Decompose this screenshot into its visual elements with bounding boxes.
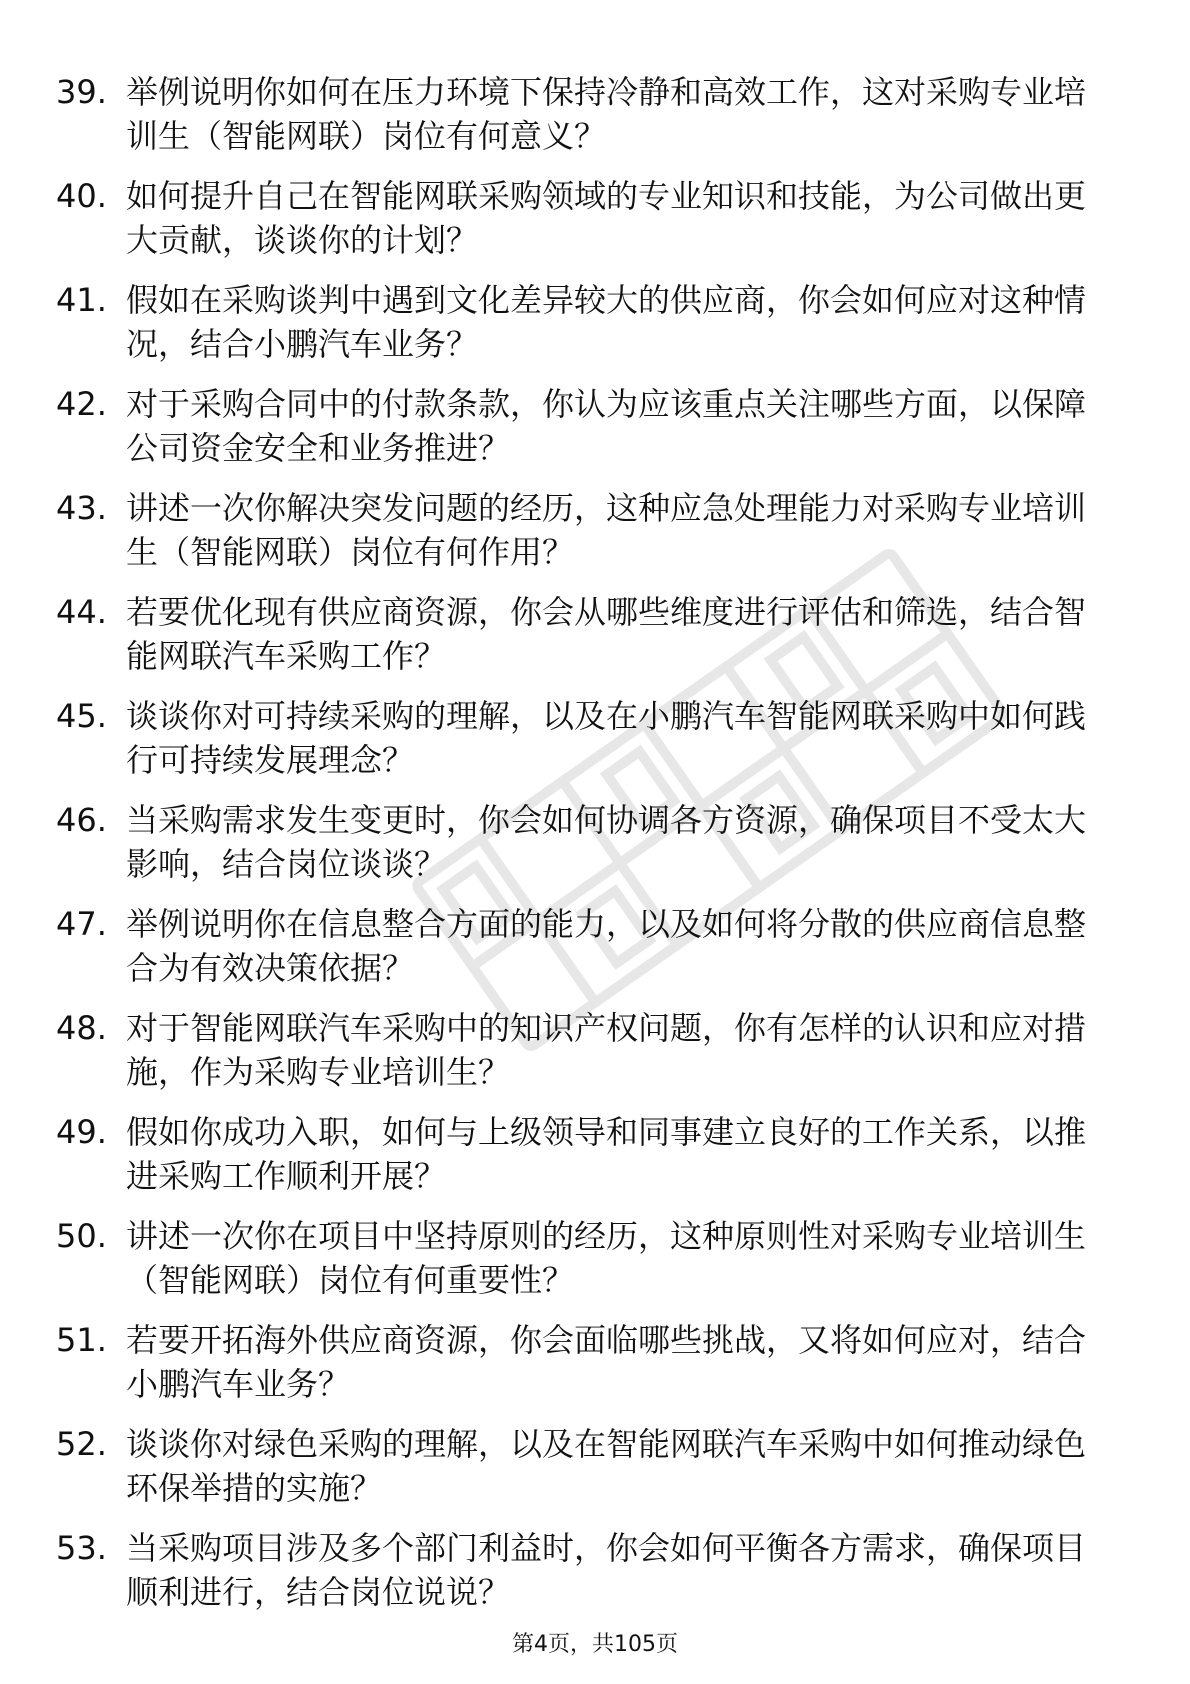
list-item bbox=[56, 590, 1116, 678]
list-item bbox=[56, 694, 1116, 782]
list-item bbox=[56, 798, 1116, 886]
question-text: 当采购项目涉及多个部门利益时，你会如何平衡各方需求，确保项目顺利进行，结合岗位说说？ bbox=[126, 1529, 1087, 1611]
question-number: 49. bbox=[56, 1113, 107, 1151]
list-item bbox=[56, 70, 1116, 158]
list-item bbox=[56, 174, 1116, 262]
list-item bbox=[56, 1110, 1116, 1198]
question-text: 举例说明你如何在压力环境下保持冷静和高效工作，这对采购专业培训生（智能网联）岗位有何意义？ bbox=[126, 73, 1087, 155]
question-text: 谈谈你对绿色采购的理解，以及在智能网联汽车采购中如何推动绿色环保举措的实施？ bbox=[126, 1425, 1087, 1507]
question-text: 假如在采购谈判中遇到文化差异较大的供应商，你会如何应对这种情况，结合小鹏汽车业务？ bbox=[126, 281, 1087, 363]
question-number: 39. bbox=[56, 73, 107, 111]
question-number: 43. bbox=[56, 489, 107, 527]
question-list bbox=[56, 70, 1116, 1630]
question-number: 47. bbox=[56, 905, 107, 943]
question-text: 如何提升自己在智能网联采购领域的专业知识和技能，为公司做出更大贡献，谈谈你的计划？ bbox=[126, 177, 1087, 259]
list-item bbox=[56, 1318, 1116, 1406]
question-text: 假如你成功入职，如何与上级领导和同事建立良好的工作关系，以推进采购工作顺利开展？ bbox=[126, 1113, 1087, 1195]
list-item bbox=[56, 1214, 1116, 1302]
list-item bbox=[56, 486, 1116, 574]
list-item bbox=[56, 382, 1116, 470]
list-item bbox=[56, 902, 1116, 990]
list-item bbox=[56, 1422, 1116, 1510]
question-number: 51. bbox=[56, 1321, 107, 1359]
question-number: 53. bbox=[56, 1529, 107, 1567]
question-number: 48. bbox=[56, 1009, 107, 1047]
question-text: 若要开拓海外供应商资源，你会面临哪些挑战，又将如何应对，结合小鹏汽车业务？ bbox=[126, 1321, 1087, 1403]
question-number: 40. bbox=[56, 177, 107, 215]
question-text: 若要优化现有供应商资源，你会从哪些维度进行评估和筛选，结合智能网联汽车采购工作？ bbox=[126, 593, 1087, 675]
question-text: 当采购需求发生变更时，你会如何协调各方资源，确保项目不受太大影响，结合岗位谈谈？ bbox=[126, 801, 1087, 883]
question-number: 45. bbox=[56, 697, 107, 735]
question-number: 52. bbox=[56, 1425, 107, 1463]
question-text: 讲述一次你在项目中坚持原则的经历，这种原则性对采购专业培训生（智能网联）岗位有何重要性？ bbox=[126, 1217, 1087, 1299]
question-number: 44. bbox=[56, 593, 107, 631]
list-item bbox=[56, 1006, 1116, 1094]
question-number: 50. bbox=[56, 1217, 107, 1255]
page-number-footer: 第4页，共105页 bbox=[512, 1632, 678, 1657]
question-number: 46. bbox=[56, 801, 107, 839]
question-text: 举例说明你在信息整合方面的能力，以及如何将分散的供应商信息整合为有效决策依据？ bbox=[126, 905, 1087, 987]
question-number: 42. bbox=[56, 385, 107, 423]
question-text: 对于智能网联汽车采购中的知识产权问题，你有怎样的认识和应对措施，作为采购专业培训生？ bbox=[126, 1009, 1087, 1091]
question-text: 讲述一次你解决突发问题的经历，这种应急处理能力对采购专业培训生（智能网联）岗位有何作用？ bbox=[126, 489, 1087, 571]
list-item bbox=[56, 1526, 1116, 1614]
question-text: 对于采购合同中的付款条款，你认为应该重点关注哪些方面，以保障公司资金安全和业务推进？ bbox=[126, 385, 1087, 467]
question-text: 谈谈你对可持续采购的理解，以及在小鹏汽车智能网联采购中如何践行可持续发展理念？ bbox=[126, 697, 1087, 779]
list-item bbox=[56, 278, 1116, 366]
question-number: 41. bbox=[56, 281, 107, 319]
